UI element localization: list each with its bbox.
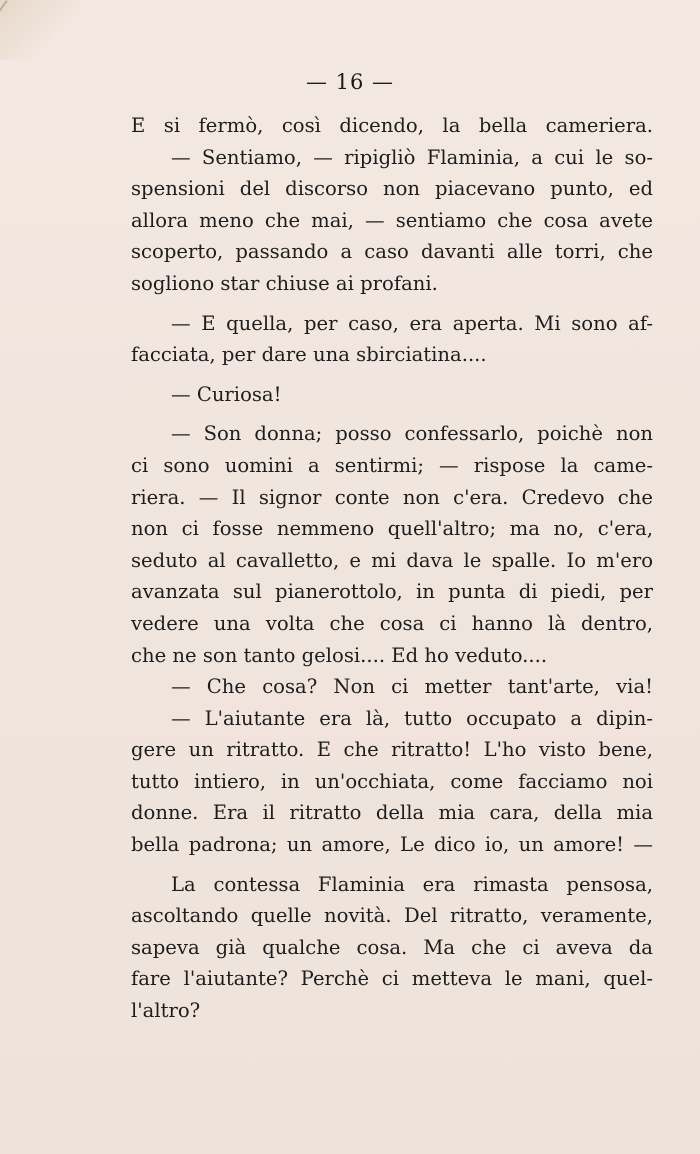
text-line: sogliono star chiuse ai profani. <box>131 271 438 295</box>
text-line: — Son donna; posso confessarlo, poichè non <box>171 422 653 446</box>
text-line: fare l'aiutante? Perchè ci metteva le mani, quel- <box>131 967 653 991</box>
text-line: — E quella, per caso, era aperta. Mi sono af- <box>171 311 653 335</box>
text-line: l'altro? <box>131 999 201 1023</box>
text-line: che ne son tanto gelosi.... Ed ho veduto.... <box>131 643 548 667</box>
text-line: spensioni del discorso non piacevano punto, ed <box>131 177 653 201</box>
text-line: — Che cosa? Non ci metter tant'arte, via! <box>171 675 653 699</box>
text-line: non ci fosse nemmeno quell'altro; ma no, c'era, <box>131 517 653 541</box>
text-line: La contessa Flaminia era rimasta pensosa, <box>171 872 653 896</box>
text-line: — Curiosa! <box>171 382 282 406</box>
text-line: riera. — Il signor conte non c'era. Credevo che <box>131 485 653 509</box>
text-line: avanzata sul pianerottolo, in punta di piedi, per <box>131 580 653 604</box>
body-text <box>131 110 653 1027</box>
text-line: — L'aiutante era là, tutto occupato a dipin- <box>171 706 653 730</box>
text-line: ci sono uomini a sentirmi; — rispose la came- <box>131 453 653 477</box>
text-line: sapeva già qualche cosa. Ma che ci aveva da <box>131 935 653 959</box>
text-line: allora meno che mai, — sentiamo che cosa avete <box>131 208 653 232</box>
text-line: vedere una volta che cosa ci hanno là dentro, <box>131 611 653 635</box>
text-line: bella padrona; un amore, Le dico io, un amore! — <box>131 833 653 857</box>
text-line: donne. Era il ritratto della mia cara, della mia <box>131 801 653 825</box>
text-line: seduto al cavalletto, e mi dava le spalle. Io m'ero <box>131 548 653 572</box>
text-line: tutto intiero, in un'occhiata, come facciamo noi <box>131 769 653 793</box>
text-line: gere un ritratto. E che ritratto! L'ho visto bene, <box>131 738 653 762</box>
text-line: E si fermò, così dicendo, la bella cameriera. <box>131 114 653 137</box>
text-line: facciata, per dare una sbirciatina.... <box>131 343 487 367</box>
text-line: scoperto, passando a caso davanti alle torri, che <box>131 240 653 264</box>
page-corner-shading <box>0 0 80 60</box>
page-number: — 16 — <box>305 70 395 94</box>
text-line: — Sentiamo, — ripigliò Flaminia, a cui le so- <box>171 145 653 169</box>
text-line: ascoltando quelle novità. Del ritratto, veramente, <box>131 904 653 928</box>
